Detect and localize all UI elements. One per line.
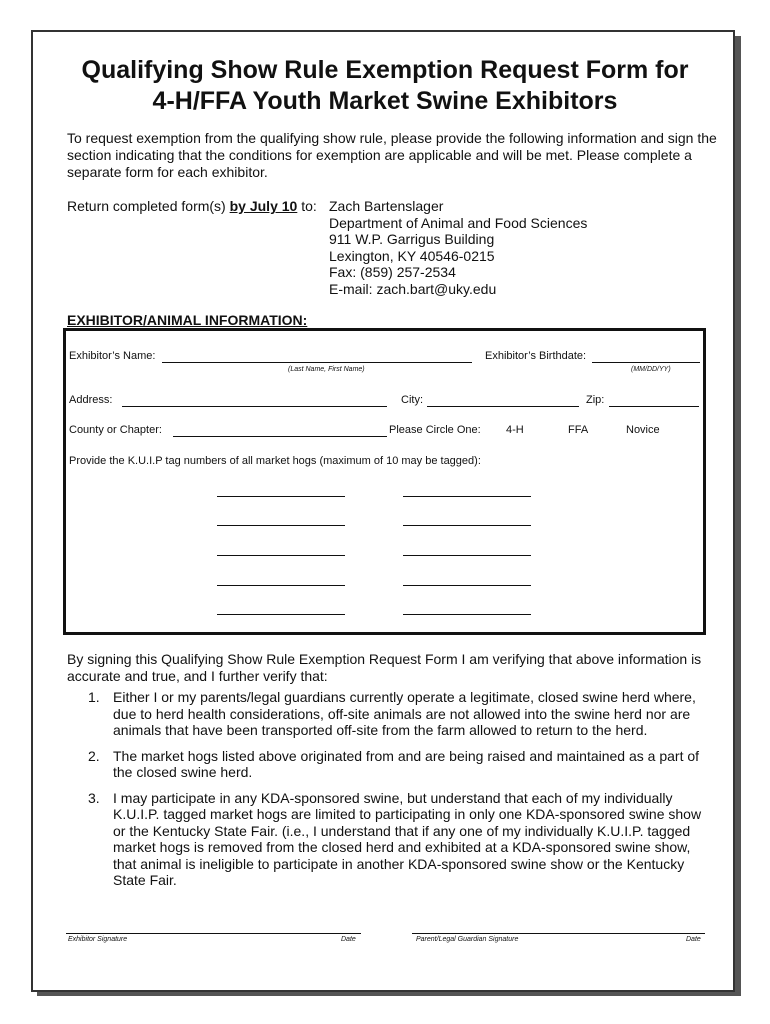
verification-list [88,689,708,898]
frame-shadow [735,36,741,994]
return-address [329,198,587,298]
option-ffa[interactable]: FFA [568,424,589,436]
verification-lead: By signing this Qualifying Show Rule Exemption Request Form I am verifying that above information is accurate and true, and I further verify that: [67,651,702,684]
option-4h[interactable]: 4-H [506,424,524,436]
county-label: County or Chapter: [69,424,162,436]
exhibitor-signature-label: Exhibitor Signature [68,936,128,943]
city-label: City: [401,394,423,406]
title-line-2: 4-H/FFA Youth Market Swine Exhibitors [152,87,618,115]
exhibitor-name-label: Exhibitor’s Name: [69,350,156,362]
tag-number-field[interactable] [403,585,531,586]
tag-number-field[interactable] [217,585,345,586]
tag-instructions: Provide the K.U.I.P tag numbers of all market hogs (maximum of 10 may be tagged): [69,455,481,467]
zip-field[interactable] [609,406,699,407]
tag-number-field[interactable] [217,614,345,615]
guardian-signature-field[interactable] [412,933,705,934]
list-item: 2. The market hogs listed above originated from and are being raised and maintained as a part of the closed swine herd. [88,747,700,780]
date-label: Date [341,936,356,943]
page-title [40,55,730,117]
address-line: 911 W.P. Garrigus Building [329,231,495,248]
address-line: E-mail: zach.bart@uky.edu [329,280,497,297]
address-line: Fax: (859) 257-2534 [329,264,456,281]
address-label: Address: [69,394,113,406]
birthdate-format-hint: (MM/DD/YY) [631,366,671,373]
county-field[interactable] [173,436,387,437]
address-field[interactable] [122,406,387,407]
tag-number-field[interactable] [217,555,345,556]
zip-label: Zip: [586,394,605,406]
exhibitor-info-box [63,328,706,635]
return-instructions: Return completed form(s) by July 10 to: [67,198,317,214]
exhibitor-name-field[interactable] [162,362,472,363]
intro-paragraph: To request exemption from the qualifying show rule, please provide the following information and sign the section indicating that the conditions for exemption are applicable and will be met. Please complete a separate form for each exhibitor. [67,130,717,180]
guardian-signature-label: Parent/Legal Guardian Signature [416,936,519,943]
address-line: Zach Bartenslager [329,198,444,214]
title-line-1: Qualifying Show Rule Exemption Request Form for [81,56,689,84]
exhibitor-signature-field[interactable] [66,933,361,934]
city-field[interactable] [427,406,579,407]
tag-number-field[interactable] [403,525,531,526]
birthdate-field[interactable] [592,362,700,363]
circle-one-label: Please Circle One: [389,424,481,436]
name-format-hint: (Last Name, First Name) [288,366,365,373]
tag-number-field[interactable] [403,555,531,556]
address-line: Lexington, KY 40546-0215 [329,247,495,264]
tag-number-field[interactable] [403,496,531,497]
deadline: by July 10 [229,198,298,214]
section-heading: EXHIBITOR/ANIMAL INFORMATION: [67,312,308,328]
list-item: 3. I may participate in any KDA-sponsored swine, but understand that each of my individually K.U.I.P. tagged market hogs are limited to participating in only one KDA-sponsored swine show or the Kentucky State Fair. (i.e., I understand that if any one of my individually K.U.I.P. tagged market hogs is removed from the closed herd and exhibited at a KDA-sponsored swine show, that animal is ineligible to participate in another KDA-sponsored swine show or the Kentucky State Fair. [88,789,702,888]
birthdate-label: Exhibitor’s Birthdate: [485,350,587,362]
tag-number-field[interactable] [217,525,345,526]
tag-number-field[interactable] [217,496,345,497]
option-novice[interactable]: Novice [626,424,660,436]
date-label: Date [686,936,701,943]
address-line: Department of Animal and Food Sciences [329,214,588,231]
tag-number-field[interactable] [403,614,531,615]
list-item: 1. Either I or my parents/legal guardians currently operate a legitimate, closed swine herd where, due to herd health considerations, off-site animals are not allowed into the swine herd nor are animals that have been transported off-site from the farm allowed to return to the herd. [88,689,696,738]
